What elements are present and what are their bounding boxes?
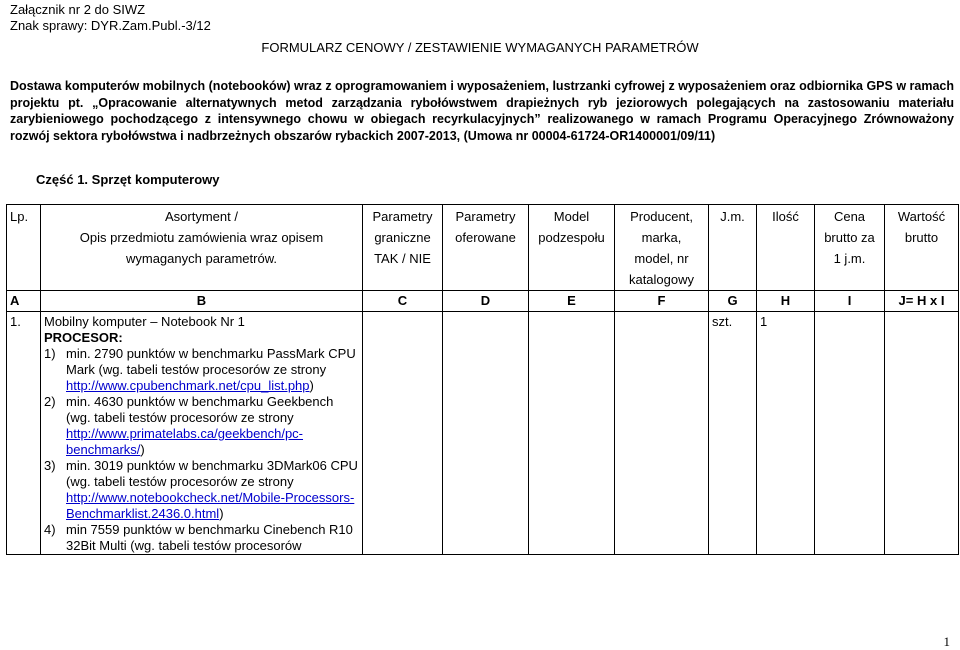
letter-cell: C: [363, 291, 443, 312]
offered-params-cell: [443, 312, 529, 555]
requirement-item: [44, 394, 359, 458]
letter-cell: G: [709, 291, 757, 312]
requirement-number: 2): [44, 394, 56, 409]
letter-cell: A: [7, 291, 41, 312]
row-lp: 1.: [7, 312, 41, 555]
header-producer: Producent, marka, model, nr katalogowy: [615, 205, 709, 291]
table-header-row: [7, 205, 959, 291]
case-reference: Znak sprawy: DYR.Zam.Publ.-3/12: [10, 18, 211, 33]
unit-price-cell: [815, 312, 885, 555]
producer-cell: [615, 312, 709, 555]
header-qty: Ilość: [757, 205, 815, 291]
letter-cell: B: [41, 291, 363, 312]
header-model: Model podzespołu: [529, 205, 615, 291]
requirement-suffix: ): [309, 378, 314, 393]
item-title: Mobilny komputer – Notebook Nr 1: [44, 314, 245, 329]
letter-cell: F: [615, 291, 709, 312]
requirement-suffix: ): [219, 506, 224, 521]
part-heading: Część 1. Sprzęt komputerowy: [36, 172, 220, 187]
requirements-list: [44, 346, 359, 554]
value-cell: [885, 312, 959, 555]
requirement-item: [44, 346, 359, 394]
requirement-number: 3): [44, 458, 56, 473]
requirement-item: [44, 522, 359, 554]
requirement-number: 4): [44, 522, 56, 537]
header-offered-params: Parametry oferowane: [443, 205, 529, 291]
header-assortment: Asortyment / Opis przedmiotu zamówienia wraz opisem wymaganych parametrów.: [41, 205, 363, 291]
requirement-text: min 7559 punktów w benchmarku Cinebench R10 32Bit Multi (wg. tabeli testów procesorów: [66, 522, 353, 553]
requirement-suffix: ): [140, 442, 145, 457]
requirement-item: [44, 458, 359, 522]
section-label: PROCESOR:: [44, 330, 123, 345]
page-number: 1: [943, 634, 950, 649]
requirement-text: min. 4630 punktów w benchmarku Geekbench (wg. tabeli testów procesorów ze strony: [66, 394, 334, 425]
header-value: Wartość brutto: [885, 205, 959, 291]
header-limit-params: Parametry graniczne TAK / NIE: [363, 205, 443, 291]
header-unit-price: Cena brutto za 1 j.m.: [815, 205, 885, 291]
qty-cell: 1: [757, 312, 815, 555]
column-letters-row: [7, 291, 959, 312]
intro-paragraph: Dostawa komputerów mobilnych (notebooków) wraz z oprogramowaniem i wyposażeniem, lustrzanki cyfrowej z wyposażeniem oraz odbiornika GPS w ramach projektu pt. „Opracowanie alternatywnych metod zarządzania rybołówstwem drapieżnych ryb jeziorowych polegających na zastosowaniu materiału zarybieniowego pochodzącego z intensywnego chowu w obiegach recyrkulacyjnych” realizowanego w ramach Programu Operacyjnego Zrównoważony rozwój sektora rybołówstwa i nadbrzeżnych obszarów rybackich 2007-2013, (Umowa nr 00004-61724-OR1400001/09/11): [10, 79, 954, 143]
benchmark-link[interactable]: http://www.notebookcheck.net/Mobile-Processors-Benchmarklist.2436.0.html: [66, 490, 355, 521]
price-form-table: [6, 204, 959, 555]
model-cell: [529, 312, 615, 555]
letter-cell: D: [443, 291, 529, 312]
table-row: [7, 312, 959, 555]
annex-label: Załącznik nr 2 do SIWZ: [10, 2, 146, 17]
header-unit: J.m.: [709, 205, 757, 291]
letter-cell: H: [757, 291, 815, 312]
requirement-text: min. 2790 punktów w benchmarku PassMark CPU Mark (wg. tabeli testów procesorów ze strony: [66, 346, 356, 377]
unit-cell: szt.: [709, 312, 757, 555]
requirement-text: min. 3019 punktów w benchmarku 3DMark06 CPU (wg. tabeli testów procesorów ze strony: [66, 458, 358, 489]
letter-cell: E: [529, 291, 615, 312]
letter-cell: J= H x I: [885, 291, 959, 312]
benchmark-link[interactable]: http://www.cpubenchmark.net/cpu_list.php: [66, 378, 310, 393]
limit-params-cell: [363, 312, 443, 555]
benchmark-link[interactable]: http://www.primatelabs.ca/geekbench/pc-benchmarks/: [66, 426, 304, 457]
letter-cell: I: [815, 291, 885, 312]
form-title: FORMULARZ CENOWY / ZESTAWIENIE WYMAGANYCH PARAMETRÓW: [261, 40, 699, 55]
header-lp: Lp.: [7, 205, 41, 291]
requirement-number: 1): [44, 346, 56, 361]
row-description: [41, 312, 363, 555]
